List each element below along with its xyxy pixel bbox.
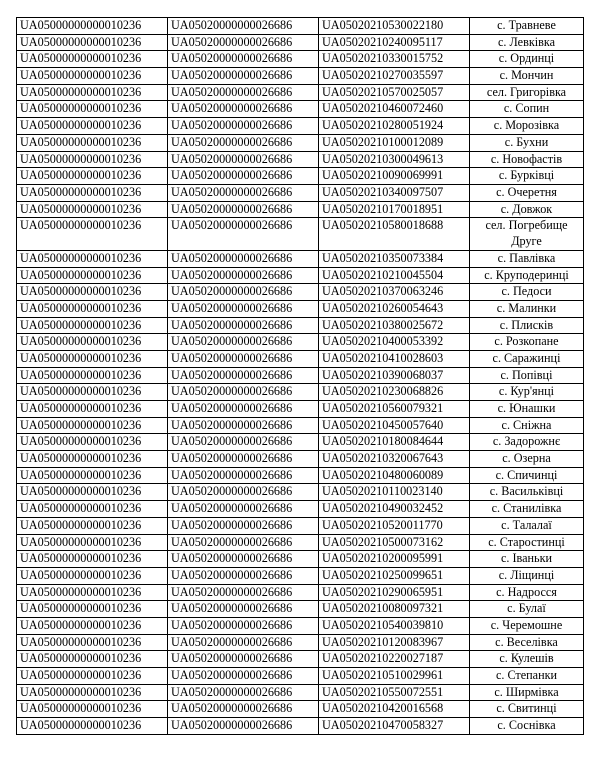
oblast-code-cell: UA05000000000010236: [17, 118, 168, 135]
settlement-name-cell: с. Спичинці: [470, 467, 584, 484]
table-row: [17, 367, 584, 384]
community-code-cell: UA05020000000026686: [168, 267, 319, 284]
settlement-name-cell: с. Бухни: [470, 134, 584, 151]
table-row: [17, 18, 584, 35]
community-code-cell: UA05020000000026686: [168, 417, 319, 434]
community-code-cell: UA05020000000026686: [168, 701, 319, 718]
settlement-name-cell: с. Довжок: [470, 201, 584, 218]
table-row: [17, 184, 584, 201]
table-row: [17, 51, 584, 68]
oblast-code-cell: UA05000000000010236: [17, 101, 168, 118]
table-row: [17, 701, 584, 718]
oblast-code-cell: UA05000000000010236: [17, 551, 168, 568]
oblast-code-cell: UA05000000000010236: [17, 168, 168, 185]
oblast-code-cell: UA05000000000010236: [17, 467, 168, 484]
table-row: [17, 668, 584, 685]
community-code-cell: UA05020000000026686: [168, 434, 319, 451]
table-row: [17, 168, 584, 185]
settlement-name-cell: с. Ширмівка: [470, 684, 584, 701]
settlement-code-cell: UA05020210280051924: [319, 118, 470, 135]
oblast-code-cell: UA05000000000010236: [17, 34, 168, 51]
settlement-code-cell: UA05020210230068826: [319, 384, 470, 401]
oblast-code-cell: UA05000000000010236: [17, 484, 168, 501]
table-row: [17, 534, 584, 551]
settlement-code-cell: UA05020210320067643: [319, 451, 470, 468]
community-code-cell: UA05020000000026686: [168, 451, 319, 468]
settlement-code-cell: UA05020210380025672: [319, 317, 470, 334]
table-row: [17, 567, 584, 584]
settlement-code-cell: UA05020210340097507: [319, 184, 470, 201]
settlement-code-cell: UA05020210400053392: [319, 334, 470, 351]
settlement-code-cell: UA05020210570025057: [319, 84, 470, 101]
table-row: [17, 401, 584, 418]
settlement-name-cell: с. Попівці: [470, 367, 584, 384]
community-code-cell: UA05020000000026686: [168, 718, 319, 735]
settlement-name-cell: с. Педоси: [470, 284, 584, 301]
settlement-name-cell: с. Веселівка: [470, 634, 584, 651]
table-row: [17, 584, 584, 601]
settlement-code-cell: UA05020210460072460: [319, 101, 470, 118]
settlement-code-cell: UA05020210270035597: [319, 68, 470, 85]
oblast-code-cell: UA05000000000010236: [17, 51, 168, 68]
settlement-name-cell: с. Левківка: [470, 34, 584, 51]
settlement-code-cell: UA05020210290065951: [319, 584, 470, 601]
community-code-cell: UA05020000000026686: [168, 551, 319, 568]
oblast-code-cell: UA05000000000010236: [17, 567, 168, 584]
oblast-code-cell: UA05000000000010236: [17, 250, 168, 267]
community-code-cell: UA05020000000026686: [168, 651, 319, 668]
community-code-cell: UA05020000000026686: [168, 51, 319, 68]
settlement-code-cell: UA05020210200095991: [319, 551, 470, 568]
oblast-code-cell: UA05000000000010236: [17, 701, 168, 718]
settlement-name-cell: с. Васильківці: [470, 484, 584, 501]
table-row: [17, 718, 584, 735]
oblast-code-cell: UA05000000000010236: [17, 367, 168, 384]
settlement-code-cell: UA05020210470058327: [319, 718, 470, 735]
oblast-code-cell: UA05000000000010236: [17, 201, 168, 218]
settlement-name-cell: с. Кур'янці: [470, 384, 584, 401]
settlement-name-cell: с. Соснівка: [470, 718, 584, 735]
oblast-code-cell: UA05000000000010236: [17, 601, 168, 618]
community-code-cell: UA05020000000026686: [168, 684, 319, 701]
table-row: [17, 434, 584, 451]
settlement-code-cell: UA05020210180084644: [319, 434, 470, 451]
settlement-name-cell: с. Морозівка: [470, 118, 584, 135]
oblast-code-cell: UA05000000000010236: [17, 451, 168, 468]
settlement-name-cell: с. Ординці: [470, 51, 584, 68]
table-row: [17, 617, 584, 634]
community-code-cell: UA05020000000026686: [168, 517, 319, 534]
oblast-code-cell: UA05000000000010236: [17, 634, 168, 651]
settlement-code-cell: UA05020210350073384: [319, 250, 470, 267]
table-row: [17, 68, 584, 85]
settlement-name-cell: сел. Погребище Друге: [470, 218, 584, 251]
settlement-code-cell: UA05020210220027187: [319, 651, 470, 668]
table-row: [17, 267, 584, 284]
table-row: [17, 218, 584, 251]
settlement-code-cell: UA05020210170018951: [319, 201, 470, 218]
settlement-code-cell: UA05020210510029961: [319, 668, 470, 685]
settlement-name-cell: с. Черемошне: [470, 617, 584, 634]
settlement-name-cell: сел. Григорівка: [470, 84, 584, 101]
settlement-name-cell: с. Плисків: [470, 317, 584, 334]
community-code-cell: UA05020000000026686: [168, 34, 319, 51]
community-code-cell: UA05020000000026686: [168, 134, 319, 151]
table-row: [17, 551, 584, 568]
settlement-code-cell: UA05020210110023140: [319, 484, 470, 501]
settlement-name-cell: с. Озерна: [470, 451, 584, 468]
table-row: [17, 467, 584, 484]
settlement-code-cell: UA05020210420016568: [319, 701, 470, 718]
table-row: [17, 250, 584, 267]
settlement-name-cell: с. Кулешів: [470, 651, 584, 668]
settlement-name-cell: с. Степанки: [470, 668, 584, 685]
settlement-code-cell: UA05020210550072551: [319, 684, 470, 701]
table-row: [17, 84, 584, 101]
settlement-name-cell: с. Саражинці: [470, 350, 584, 367]
community-code-cell: UA05020000000026686: [168, 317, 319, 334]
settlement-code-cell: UA05020210090069991: [319, 168, 470, 185]
community-code-cell: UA05020000000026686: [168, 284, 319, 301]
oblast-code-cell: UA05000000000010236: [17, 68, 168, 85]
oblast-code-cell: UA05000000000010236: [17, 350, 168, 367]
settlement-code-cell: UA05020210100012089: [319, 134, 470, 151]
table-body: [17, 18, 584, 735]
community-code-cell: UA05020000000026686: [168, 118, 319, 135]
settlement-name-cell: с. Павлівка: [470, 250, 584, 267]
oblast-code-cell: UA05000000000010236: [17, 501, 168, 518]
oblast-code-cell: UA05000000000010236: [17, 684, 168, 701]
oblast-code-cell: UA05000000000010236: [17, 718, 168, 735]
table-row: [17, 484, 584, 501]
settlement-name-cell: с. Очеретня: [470, 184, 584, 201]
settlement-code-cell: UA05020210490032452: [319, 501, 470, 518]
table-row: [17, 334, 584, 351]
settlement-code-cell: UA05020210500073162: [319, 534, 470, 551]
oblast-code-cell: UA05000000000010236: [17, 184, 168, 201]
settlement-code-cell: UA05020210120083967: [319, 634, 470, 651]
settlement-name-cell: с. Булаї: [470, 601, 584, 618]
community-code-cell: UA05020000000026686: [168, 401, 319, 418]
oblast-code-cell: UA05000000000010236: [17, 534, 168, 551]
settlement-name-cell: с. Сопин: [470, 101, 584, 118]
oblast-code-cell: UA05000000000010236: [17, 401, 168, 418]
settlement-name-cell: с. Надросся: [470, 584, 584, 601]
settlement-name-cell: с. Станилівка: [470, 501, 584, 518]
community-code-cell: UA05020000000026686: [168, 218, 319, 251]
community-code-cell: UA05020000000026686: [168, 84, 319, 101]
community-code-cell: UA05020000000026686: [168, 384, 319, 401]
table-row: [17, 634, 584, 651]
community-code-cell: UA05020000000026686: [168, 68, 319, 85]
settlement-code-cell: UA05020210450057640: [319, 417, 470, 434]
oblast-code-cell: UA05000000000010236: [17, 617, 168, 634]
community-code-cell: UA05020000000026686: [168, 617, 319, 634]
settlement-code-cell: UA05020210530022180: [319, 18, 470, 35]
oblast-code-cell: UA05000000000010236: [17, 267, 168, 284]
document-page: [16, 17, 583, 735]
community-code-cell: UA05020000000026686: [168, 367, 319, 384]
oblast-code-cell: UA05000000000010236: [17, 334, 168, 351]
community-code-cell: UA05020000000026686: [168, 184, 319, 201]
settlement-name-cell: с. Новофастів: [470, 151, 584, 168]
settlement-code-cell: UA05020210560079321: [319, 401, 470, 418]
oblast-code-cell: UA05000000000010236: [17, 300, 168, 317]
community-code-cell: UA05020000000026686: [168, 350, 319, 367]
community-code-cell: UA05020000000026686: [168, 18, 319, 35]
community-code-cell: UA05020000000026686: [168, 634, 319, 651]
settlement-name-cell: с. Бурківці: [470, 168, 584, 185]
table-row: [17, 501, 584, 518]
community-code-cell: UA05020000000026686: [168, 168, 319, 185]
oblast-code-cell: UA05000000000010236: [17, 84, 168, 101]
settlement-code-cell: UA05020210330015752: [319, 51, 470, 68]
table-row: [17, 134, 584, 151]
settlement-code-cell: UA05020210410028603: [319, 350, 470, 367]
oblast-code-cell: UA05000000000010236: [17, 517, 168, 534]
settlement-code-cell: UA05020210540039810: [319, 617, 470, 634]
table-row: [17, 101, 584, 118]
settlement-name-cell: с. Ліщинці: [470, 567, 584, 584]
settlement-code-cell: UA05020210520011770: [319, 517, 470, 534]
community-code-cell: UA05020000000026686: [168, 484, 319, 501]
table-row: [17, 201, 584, 218]
oblast-code-cell: UA05000000000010236: [17, 284, 168, 301]
table-row: [17, 317, 584, 334]
settlement-code-cell: UA05020210210045504: [319, 267, 470, 284]
table-row: [17, 151, 584, 168]
settlement-code-cell: UA05020210480060089: [319, 467, 470, 484]
settlement-name-cell: с. Юнашки: [470, 401, 584, 418]
settlement-code-cell: UA05020210390068037: [319, 367, 470, 384]
community-code-cell: UA05020000000026686: [168, 201, 319, 218]
table-row: [17, 684, 584, 701]
settlement-code-cell: UA05020210580018688: [319, 218, 470, 251]
oblast-code-cell: UA05000000000010236: [17, 668, 168, 685]
settlement-name-cell: с. Старостинці: [470, 534, 584, 551]
community-code-cell: UA05020000000026686: [168, 467, 319, 484]
community-code-cell: UA05020000000026686: [168, 601, 319, 618]
community-code-cell: UA05020000000026686: [168, 567, 319, 584]
table-row: [17, 601, 584, 618]
community-code-cell: UA05020000000026686: [168, 334, 319, 351]
settlement-code-cell: UA05020210080097321: [319, 601, 470, 618]
community-code-cell: UA05020000000026686: [168, 101, 319, 118]
community-code-cell: UA05020000000026686: [168, 584, 319, 601]
settlement-name-cell: с. Задорожнє: [470, 434, 584, 451]
settlement-code-cell: UA05020210300049613: [319, 151, 470, 168]
settlement-name-cell: с. Круподеринці: [470, 267, 584, 284]
settlement-name-cell: с. Іваньки: [470, 551, 584, 568]
settlement-name-cell: с. Сніжна: [470, 417, 584, 434]
oblast-code-cell: UA05000000000010236: [17, 218, 168, 251]
table-row: [17, 517, 584, 534]
table-row: [17, 300, 584, 317]
settlement-code-cell: UA05020210240095117: [319, 34, 470, 51]
settlement-name-cell: с. Травневе: [470, 18, 584, 35]
oblast-code-cell: UA05000000000010236: [17, 651, 168, 668]
table-row: [17, 34, 584, 51]
settlement-name-cell: с. Малинки: [470, 300, 584, 317]
oblast-code-cell: UA05000000000010236: [17, 134, 168, 151]
table-row: [17, 350, 584, 367]
table-row: [17, 651, 584, 668]
community-code-cell: UA05020000000026686: [168, 151, 319, 168]
settlement-name-cell: с. Мончин: [470, 68, 584, 85]
settlement-code-cell: UA05020210250099651: [319, 567, 470, 584]
codifier-table: [16, 17, 584, 735]
table-row: [17, 384, 584, 401]
oblast-code-cell: UA05000000000010236: [17, 417, 168, 434]
oblast-code-cell: UA05000000000010236: [17, 317, 168, 334]
community-code-cell: UA05020000000026686: [168, 668, 319, 685]
oblast-code-cell: UA05000000000010236: [17, 384, 168, 401]
settlement-name-cell: с. Розкопане: [470, 334, 584, 351]
community-code-cell: UA05020000000026686: [168, 300, 319, 317]
table-row: [17, 451, 584, 468]
settlement-name-cell: с. Талалаї: [470, 517, 584, 534]
oblast-code-cell: UA05000000000010236: [17, 18, 168, 35]
oblast-code-cell: UA05000000000010236: [17, 434, 168, 451]
oblast-code-cell: UA05000000000010236: [17, 151, 168, 168]
community-code-cell: UA05020000000026686: [168, 250, 319, 267]
oblast-code-cell: UA05000000000010236: [17, 584, 168, 601]
table-row: [17, 118, 584, 135]
community-code-cell: UA05020000000026686: [168, 501, 319, 518]
table-row: [17, 284, 584, 301]
settlement-name-cell: с. Свитинці: [470, 701, 584, 718]
settlement-code-cell: UA05020210260054643: [319, 300, 470, 317]
community-code-cell: UA05020000000026686: [168, 534, 319, 551]
settlement-code-cell: UA05020210370063246: [319, 284, 470, 301]
table-row: [17, 417, 584, 434]
